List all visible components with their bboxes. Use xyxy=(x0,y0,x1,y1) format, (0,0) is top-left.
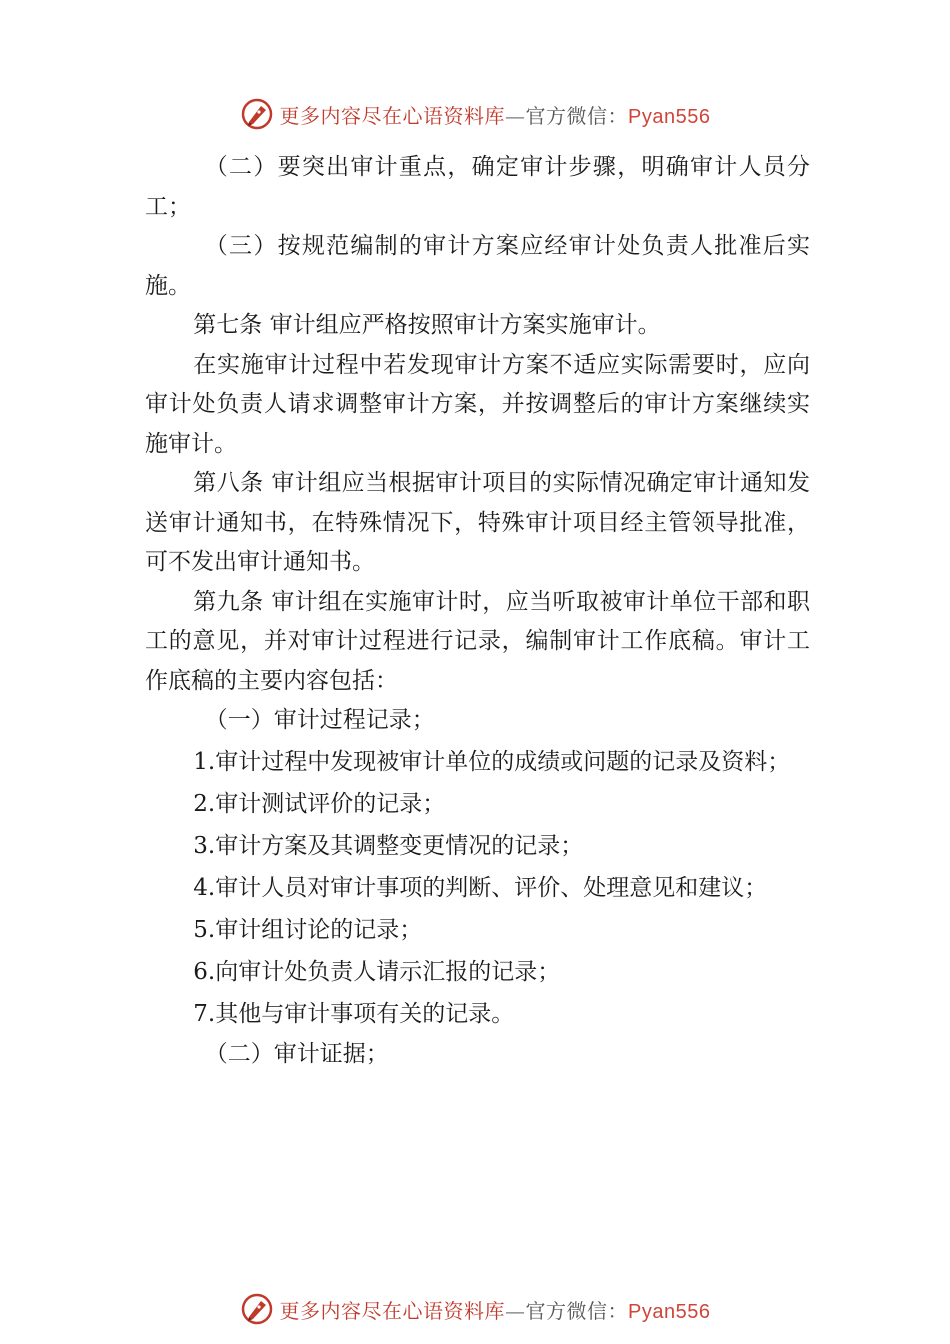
pen-nib-logo-icon xyxy=(240,1292,274,1326)
banner-wechat-id: Pyan556 xyxy=(628,1300,711,1323)
list-item: 7.其他与审计事项有关的记录。 xyxy=(193,1000,515,1027)
article-7: 第七条 审计组应严格按照审计方案实施审计。 xyxy=(193,312,661,338)
list-item: 1.审计过程中发现被审计单位的成绩或问题的记录及资料； xyxy=(193,748,791,775)
list-item: 2.审计测试评价的记录； xyxy=(193,790,446,817)
section-audit-evidence: （二）审计证据； xyxy=(204,1040,389,1067)
footer-banner-text xyxy=(280,1295,711,1324)
list-item: 5.审计组讨论的记录； xyxy=(193,916,423,943)
section-audit-record: （一）审计过程记录； xyxy=(204,707,435,733)
pen-nib-logo-icon xyxy=(240,97,274,131)
list-item: 6.向审计处负责人请示汇报的记录； xyxy=(193,958,561,985)
document-body xyxy=(145,148,810,1074)
article-7-detail: 在实施审计过程中若发现审计方案不适应实际需要时，应向审计处负责人请求调整审计方案，并按调整后的审计方案继续实施审计。 xyxy=(145,351,810,457)
article-9: 第九条 审计组在实施审计时，应当听取被审计单位干部和职工的意见，并对审计过程进行记录，编制审计工作底稿。审计工作底稿的主要内容包括： xyxy=(145,588,810,694)
list-item: 3.审计方案及其调整变更情况的记录； xyxy=(193,832,584,859)
header-banner-text xyxy=(280,100,711,129)
banner-wechat-label: 官方微信： xyxy=(525,1298,629,1323)
paragraph-item-2: （二）要突出审计重点，确定审计步骤，明确审计人员分工； xyxy=(145,154,810,220)
footer-banner xyxy=(0,1289,950,1329)
banner-site-name: 更多内容尽在心语资料库 xyxy=(279,103,506,128)
paragraph-item-3: （三）按规范编制的审计方案应经审计处负责人批准后实施。 xyxy=(145,233,810,299)
header-banner xyxy=(0,94,950,134)
list-item: 4.审计人员对审计事项的判断、评价、处理意见和建议； xyxy=(193,874,768,901)
banner-site-name: 更多内容尽在心语资料库 xyxy=(279,1298,506,1323)
banner-dash: — xyxy=(505,1298,526,1323)
banner-wechat-label: 官方微信： xyxy=(525,103,629,128)
banner-wechat-id: Pyan556 xyxy=(628,105,711,128)
banner-dash: — xyxy=(505,103,526,128)
article-8: 第八条 审计组应当根据审计项目的实际情况确定审计通知发送审计通知书，在特殊情况下，特殊审计项目经主管领导批准，可不发出审计通知书。 xyxy=(145,470,810,575)
